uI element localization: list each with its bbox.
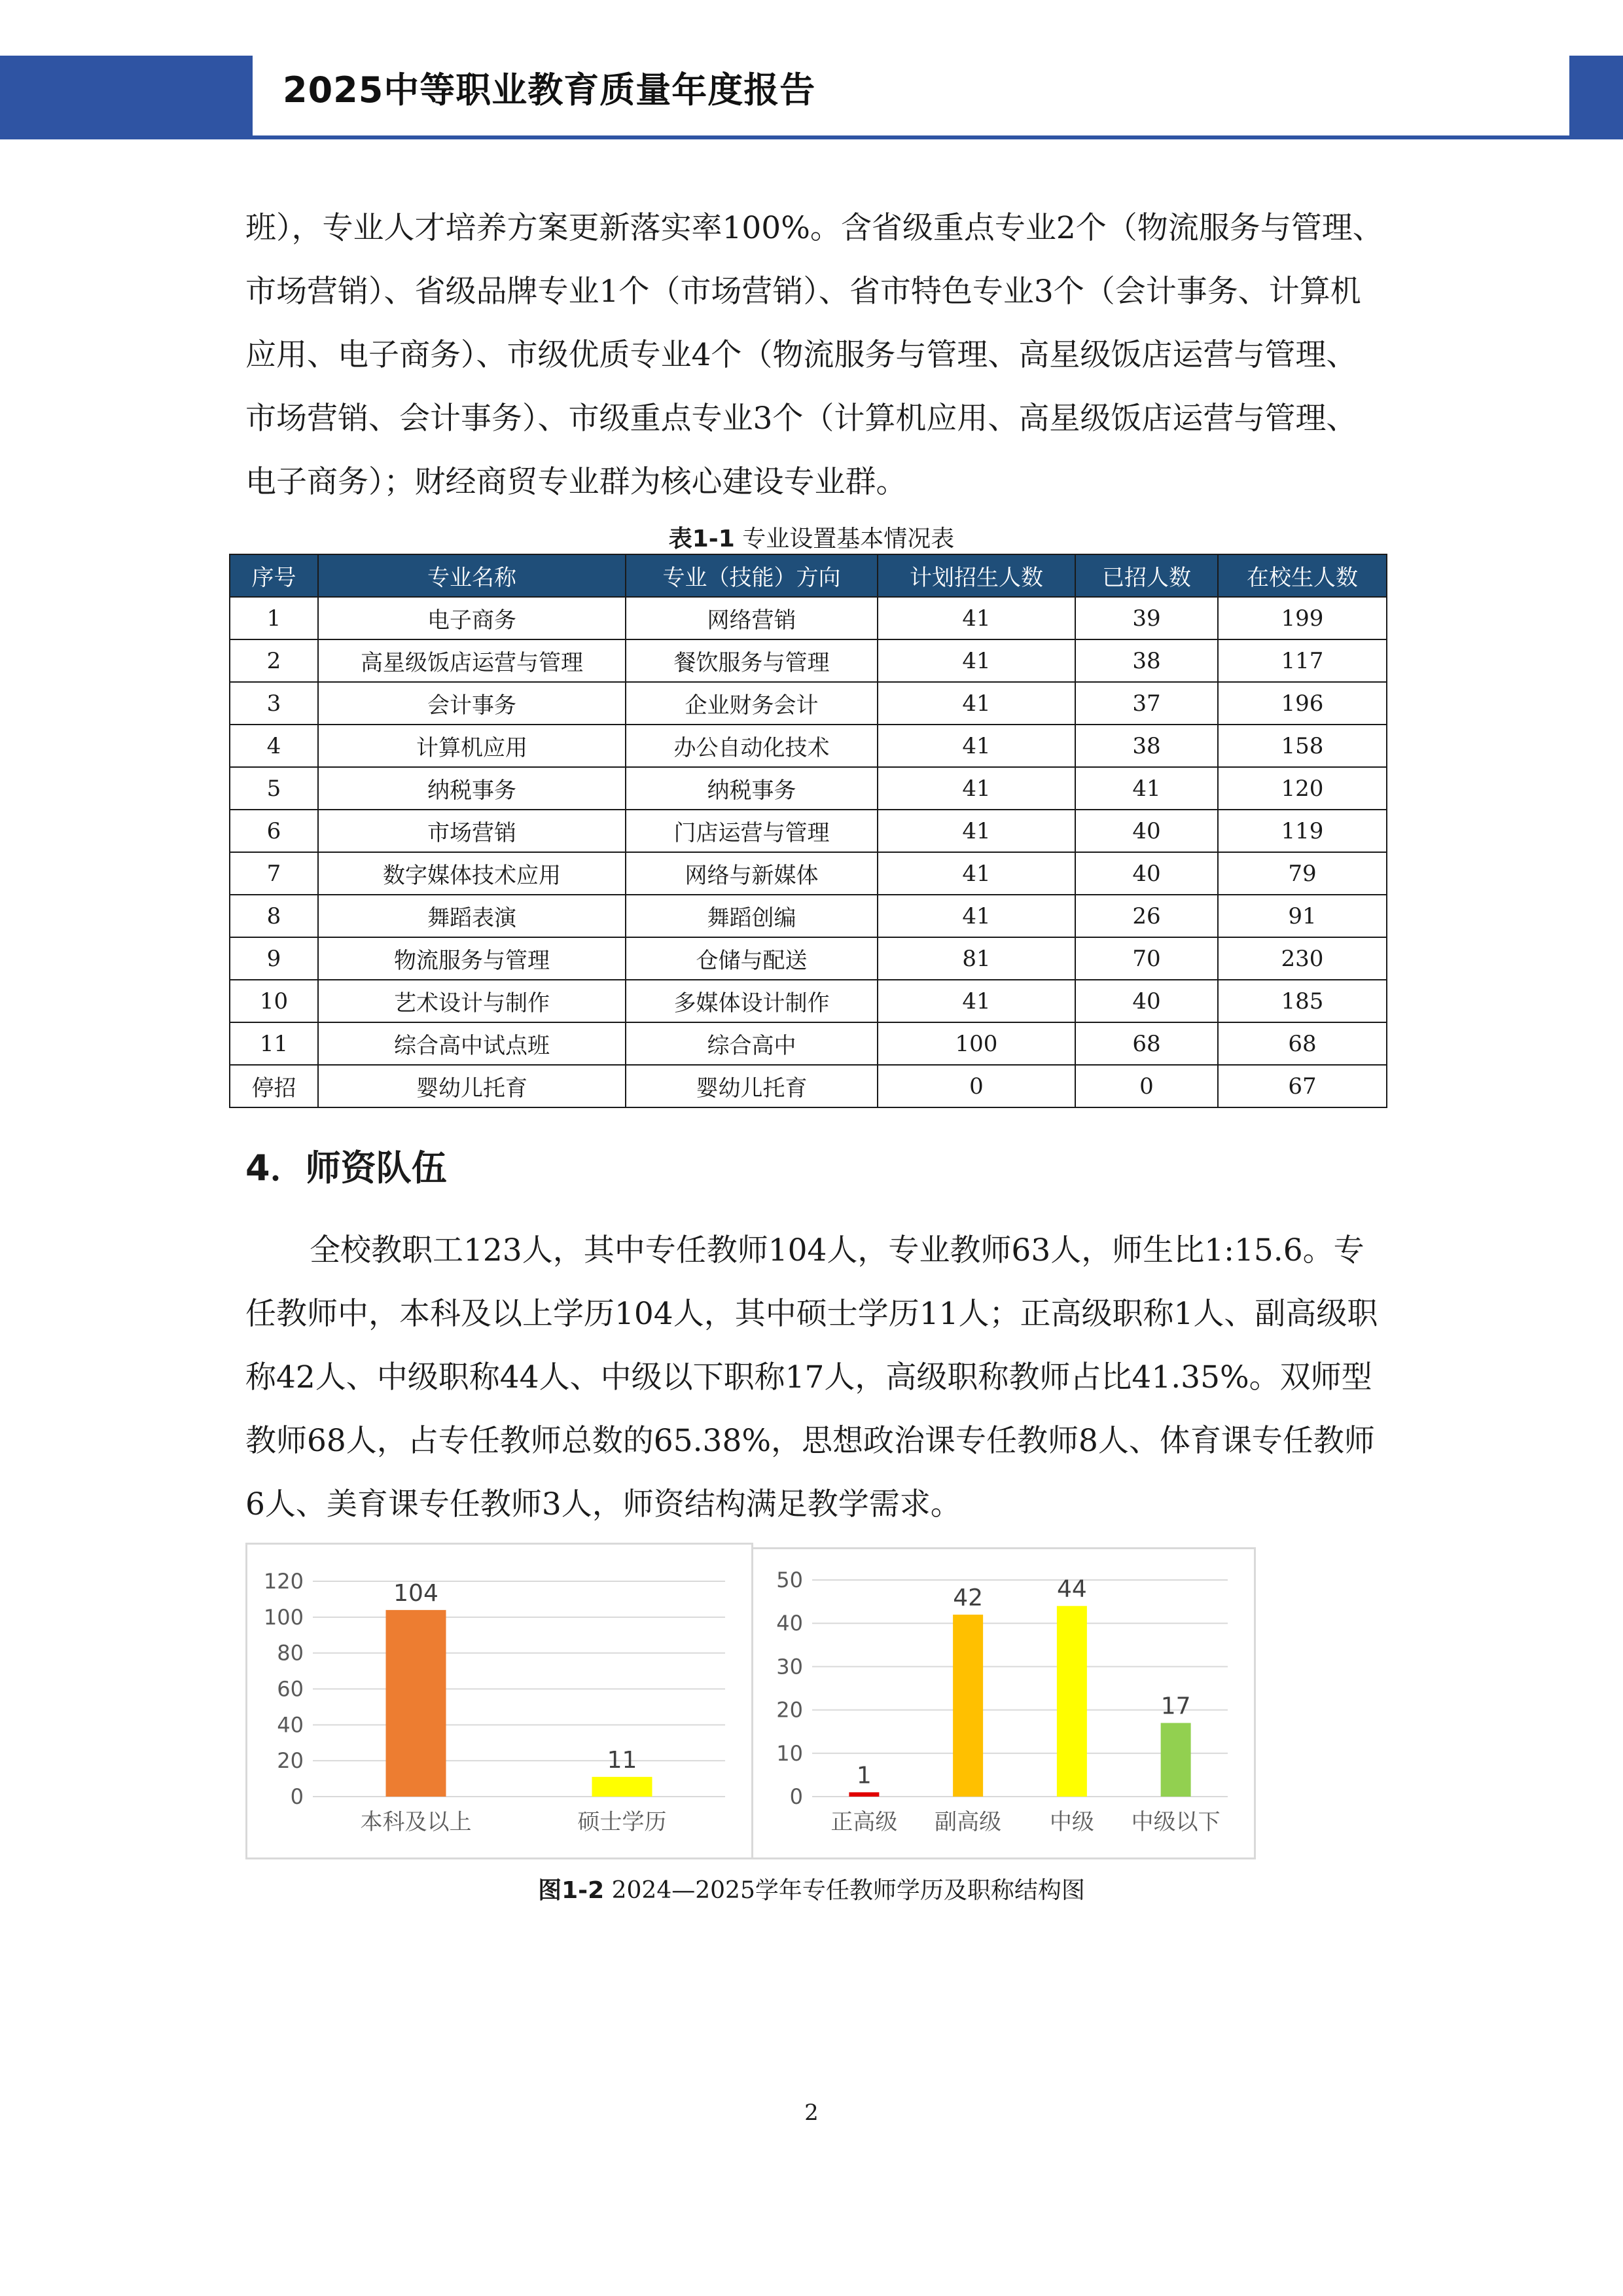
education-chart-svg bbox=[247, 1545, 751, 1857]
bar bbox=[1057, 1606, 1087, 1797]
table-cell: 68 bbox=[1218, 1022, 1387, 1065]
table-cell: 办公自动化技术 bbox=[626, 725, 878, 767]
bar bbox=[386, 1610, 446, 1797]
table-caption-number: 表1-1 bbox=[668, 526, 735, 552]
table-cell: 9 bbox=[230, 937, 318, 980]
table-cell: 8 bbox=[230, 895, 318, 937]
table-caption-text: 专业设置基本情况表 bbox=[742, 526, 955, 552]
major-settings-table bbox=[229, 554, 1387, 1108]
category-label: 正高级 bbox=[830, 1809, 898, 1835]
y-tick-label: 40 bbox=[776, 1611, 803, 1636]
education-chart bbox=[245, 1543, 753, 1859]
figure-caption-text: 2024—2025学年专任教师学历及职称结构图 bbox=[611, 1877, 1085, 1904]
figure-caption bbox=[0, 1872, 1623, 1905]
table-cell: 41 bbox=[878, 597, 1075, 639]
column-header: 在校生人数 bbox=[1218, 554, 1387, 597]
table-cell: 物流服务与管理 bbox=[318, 937, 626, 980]
y-tick-label: 30 bbox=[776, 1654, 803, 1679]
table-cell: 41 bbox=[878, 810, 1075, 852]
table-row bbox=[230, 1065, 1387, 1107]
table-row bbox=[230, 767, 1387, 810]
paragraph-majors: 班），专业人才培养方案更新落实率100%。含省级重点专业2个（物流服务与管理、市场营销）、省级品牌专业1个（市场营销）、省市特色专业3个（会计事务、计算机应用、电子商务）、市级优质专业4个（物流服务与管理、高星级饭店运营与管理、市场营销、会计事务）、市级重点专业3个（计算机应用、高星级饭店运营与管理、电子商务）；财经商贸专业群为核心建设专业群。 bbox=[245, 210, 1383, 500]
table-cell: 41 bbox=[878, 895, 1075, 937]
table-cell: 38 bbox=[1075, 725, 1218, 767]
table-caption bbox=[0, 520, 1623, 554]
table-cell: 3 bbox=[230, 682, 318, 725]
table-cell: 119 bbox=[1218, 810, 1387, 852]
data-label: 17 bbox=[1160, 1693, 1191, 1720]
column-header: 已招人数 bbox=[1075, 554, 1218, 597]
table-cell: 企业财务会计 bbox=[626, 682, 878, 725]
table-cell: 停招 bbox=[230, 1065, 318, 1107]
header-bar-right bbox=[1569, 56, 1623, 139]
table-cell: 38 bbox=[1075, 639, 1218, 682]
table-cell: 40 bbox=[1075, 810, 1218, 852]
table-row bbox=[230, 725, 1387, 767]
table-cell: 40 bbox=[1075, 852, 1218, 895]
table-cell: 计算机应用 bbox=[318, 725, 626, 767]
table-cell: 120 bbox=[1218, 767, 1387, 810]
category-label: 中级以下 bbox=[1131, 1809, 1221, 1835]
y-tick-label: 50 bbox=[776, 1568, 803, 1592]
table-cell: 68 bbox=[1075, 1022, 1218, 1065]
bar bbox=[592, 1777, 652, 1797]
table-cell: 41 bbox=[878, 682, 1075, 725]
y-tick-label: 20 bbox=[776, 1697, 803, 1723]
table-cell: 0 bbox=[1075, 1065, 1218, 1107]
table-cell: 79 bbox=[1218, 852, 1387, 895]
table-cell: 26 bbox=[1075, 895, 1218, 937]
table-cell: 数字媒体技术应用 bbox=[318, 852, 626, 895]
table-cell: 纳税事务 bbox=[626, 767, 878, 810]
y-tick-label: 120 bbox=[263, 1569, 304, 1594]
table-cell: 纳税事务 bbox=[318, 767, 626, 810]
column-header: 序号 bbox=[230, 554, 318, 597]
y-tick-label: 40 bbox=[277, 1712, 304, 1738]
table-cell: 41 bbox=[878, 725, 1075, 767]
table-cell: 41 bbox=[1075, 767, 1218, 810]
category-label: 本科及以上 bbox=[360, 1809, 472, 1835]
table-row bbox=[230, 1022, 1387, 1065]
table-row bbox=[230, 852, 1387, 895]
bar bbox=[1161, 1723, 1191, 1797]
table-cell: 158 bbox=[1218, 725, 1387, 767]
table-cell: 会计事务 bbox=[318, 682, 626, 725]
y-tick-label: 0 bbox=[789, 1784, 803, 1809]
y-tick-label: 60 bbox=[277, 1676, 304, 1702]
table-cell: 0 bbox=[878, 1065, 1075, 1107]
table-body bbox=[230, 597, 1387, 1107]
table-row bbox=[230, 980, 1387, 1022]
section-title: 4．师资队伍 bbox=[245, 1147, 447, 1189]
table-cell: 41 bbox=[878, 852, 1075, 895]
data-label: 44 bbox=[1056, 1575, 1087, 1603]
table-cell: 4 bbox=[230, 725, 318, 767]
table-row bbox=[230, 937, 1387, 980]
table-cell: 婴幼儿托育 bbox=[318, 1065, 626, 1107]
table-cell: 网络与新媒体 bbox=[626, 852, 878, 895]
category-label: 硕士学历 bbox=[577, 1809, 667, 1835]
y-tick-label: 0 bbox=[290, 1784, 304, 1809]
table-cell: 67 bbox=[1218, 1065, 1387, 1107]
page-number: 2 bbox=[804, 2100, 819, 2126]
bar bbox=[953, 1615, 983, 1797]
table-cell: 230 bbox=[1218, 937, 1387, 980]
table-cell: 市场营销 bbox=[318, 810, 626, 852]
title-chart-svg bbox=[753, 1549, 1254, 1857]
table-cell: 41 bbox=[878, 639, 1075, 682]
table-cell: 100 bbox=[878, 1022, 1075, 1065]
table-cell: 70 bbox=[1075, 937, 1218, 980]
category-label: 中级 bbox=[1049, 1809, 1094, 1835]
column-header: 专业（技能）方向 bbox=[626, 554, 878, 597]
table-cell: 2 bbox=[230, 639, 318, 682]
table-cell: 高星级饭店运营与管理 bbox=[318, 639, 626, 682]
bar bbox=[849, 1792, 879, 1797]
table-cell: 艺术设计与制作 bbox=[318, 980, 626, 1022]
table-cell: 39 bbox=[1075, 597, 1218, 639]
data-label: 104 bbox=[393, 1579, 438, 1607]
table-cell: 综合高中试点班 bbox=[318, 1022, 626, 1065]
table-header-row bbox=[230, 554, 1387, 597]
category-label: 副高级 bbox=[935, 1809, 1002, 1835]
table-row bbox=[230, 682, 1387, 725]
column-header: 计划招生人数 bbox=[878, 554, 1075, 597]
table-cell: 7 bbox=[230, 852, 318, 895]
data-label: 42 bbox=[953, 1584, 984, 1611]
report-title: 2025中等职业教育质量年度报告 bbox=[283, 69, 816, 111]
table-cell: 婴幼儿托育 bbox=[626, 1065, 878, 1107]
table-row bbox=[230, 895, 1387, 937]
y-tick-label: 100 bbox=[263, 1604, 304, 1630]
header-bar-left bbox=[0, 56, 253, 139]
table-cell: 1 bbox=[230, 597, 318, 639]
figure-caption-number: 图1-2 bbox=[538, 1877, 605, 1904]
table-row bbox=[230, 597, 1387, 639]
data-label: 1 bbox=[856, 1762, 872, 1789]
table-cell: 6 bbox=[230, 810, 318, 852]
table-cell: 199 bbox=[1218, 597, 1387, 639]
table-cell: 41 bbox=[878, 980, 1075, 1022]
table-cell: 综合高中 bbox=[626, 1022, 878, 1065]
data-label: 11 bbox=[607, 1746, 637, 1774]
y-tick-label: 10 bbox=[776, 1740, 803, 1766]
table-cell: 91 bbox=[1218, 895, 1387, 937]
table-cell: 5 bbox=[230, 767, 318, 810]
table-cell: 舞蹈表演 bbox=[318, 895, 626, 937]
paragraph-faculty: 全校教职工123人，其中专任教师104人，专业教师63人，师生比1:15.6。专任教师中，本科及以上学历104人，其中硕士学历11人；正高级职称1人、副高级职称42人、中级职称44人、中级以下职称17人，高级职称教师占比41.35%。双师型教师68人，占专任教师总数的65.38%，思想政治课专任教师8人、体育课专任教师6人、美育课专任教师3人，师资结构满足教学需求。 bbox=[245, 1232, 1378, 1522]
table-cell: 仓储与配送 bbox=[626, 937, 878, 980]
table-cell: 117 bbox=[1218, 639, 1387, 682]
table-cell: 电子商务 bbox=[318, 597, 626, 639]
table-cell: 舞蹈创编 bbox=[626, 895, 878, 937]
table-cell: 37 bbox=[1075, 682, 1218, 725]
table-cell: 81 bbox=[878, 937, 1075, 980]
table-row bbox=[230, 810, 1387, 852]
table-cell: 门店运营与管理 bbox=[626, 810, 878, 852]
table-cell: 餐饮服务与管理 bbox=[626, 639, 878, 682]
table-cell: 网络营销 bbox=[626, 597, 878, 639]
table-row bbox=[230, 639, 1387, 682]
header-rule bbox=[253, 135, 1569, 139]
table-cell: 196 bbox=[1218, 682, 1387, 725]
table-cell: 多媒体设计制作 bbox=[626, 980, 878, 1022]
y-tick-label: 20 bbox=[277, 1748, 304, 1774]
column-header: 专业名称 bbox=[318, 554, 626, 597]
title-chart bbox=[751, 1547, 1256, 1859]
table-cell: 185 bbox=[1218, 980, 1387, 1022]
table-cell: 40 bbox=[1075, 980, 1218, 1022]
table-cell: 10 bbox=[230, 980, 318, 1022]
table-cell: 11 bbox=[230, 1022, 318, 1065]
table-cell: 41 bbox=[878, 767, 1075, 810]
y-tick-label: 80 bbox=[277, 1640, 304, 1666]
